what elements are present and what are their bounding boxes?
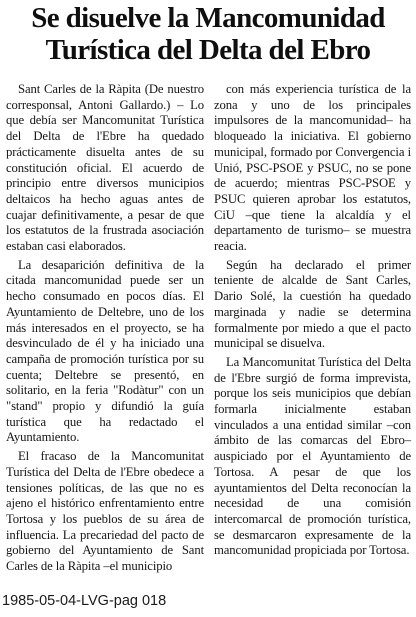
article-column-left	[6, 82, 204, 575]
source-caption: 1985-05-04-LVG-pag 018	[2, 593, 167, 609]
paragraph: Sant Carles de la Ràpita (De nuestro corresponsal, Antoni Gallardo.) – Lo que debía ser Mancomunitat Turística del Delta de l'Ebre ha quedado prácticamente disuelta antes de su constitución oficial. El acuerdo de principio entre diversos municipios deltaicos ha hecho aguas antes de cuajar definitivamente, a pesar de que los estatutos de la frustrada asociación estaban casi elaborados.	[6, 82, 204, 254]
paragraph: El fracaso de la Mancomunitat Turística del Delta de l'Ebre obedece a tensiones políticas, de las que no es ajeno el histórico enfrentamiento entre Tortosa y los pueblos de su área de influencia. La precariedad del pacto de gobierno del Ayuntamiento de Sant Carles de la Ràpita –el municipio	[6, 449, 204, 574]
headline-line-2: Turística del Delta del Ebro	[45, 34, 371, 66]
paragraph: La Mancomunitat Turística del Delta de l'Ebre surgió de forma imprevista, porque los seis municipios que debían formarla inicialmente estaban vinculados a una entidad similar –con ámbito de las comarcas del Ebro– auspiciado por el Ayuntamiento de Tortosa. A pesar de que los ayuntamientos del Delta reconocían la necesidad de una comisión intercomarcal de promoción turística, se desmarcaron expresamente de la mancomunidad propiciada por Tortosa.	[214, 354, 411, 558]
headline-line-1: Se disuelve la Mancomunidad	[31, 2, 385, 34]
paragraph: La desaparición definitiva de la citada mancomunidad puede ser un hecho consumado en pocos días. El Ayuntamiento de Deltebre, uno de los más interesados en el proyecto, se ha desvinculado de él y ha iniciado una campaña de promoción turística por su cuenta; Deltebre se presentó, en solitario, en la feria "Rodàtur" con un "stand" propio y difundió la guía turística que ha redactado el Ayuntamiento.	[6, 257, 204, 445]
headline	[0, 0, 416, 66]
article-column-right	[214, 82, 411, 559]
paragraph: con más experiencia turística de la zona y uno de los principales impulsores de la mancomunidad– ha bloqueado la iniciativa. El gobierno municipal, formado por Convergencia i Unió, PSC-PSOE y PSUC, no se pone de acuerdo; mientras PSC-PSOE y PSUC quieren aprobar los estatutos, CiU –que tiene la alcaldía y el departamento de turismo– se muestra reacia.	[214, 82, 411, 254]
paragraph: Según ha declarado el primer teniente de alcalde de Sant Carles, Dario Solé, la cuestión ha quedado marginada y nadie se determina formalmente por miedo a que el pacto municipal se disuelva.	[214, 257, 411, 351]
